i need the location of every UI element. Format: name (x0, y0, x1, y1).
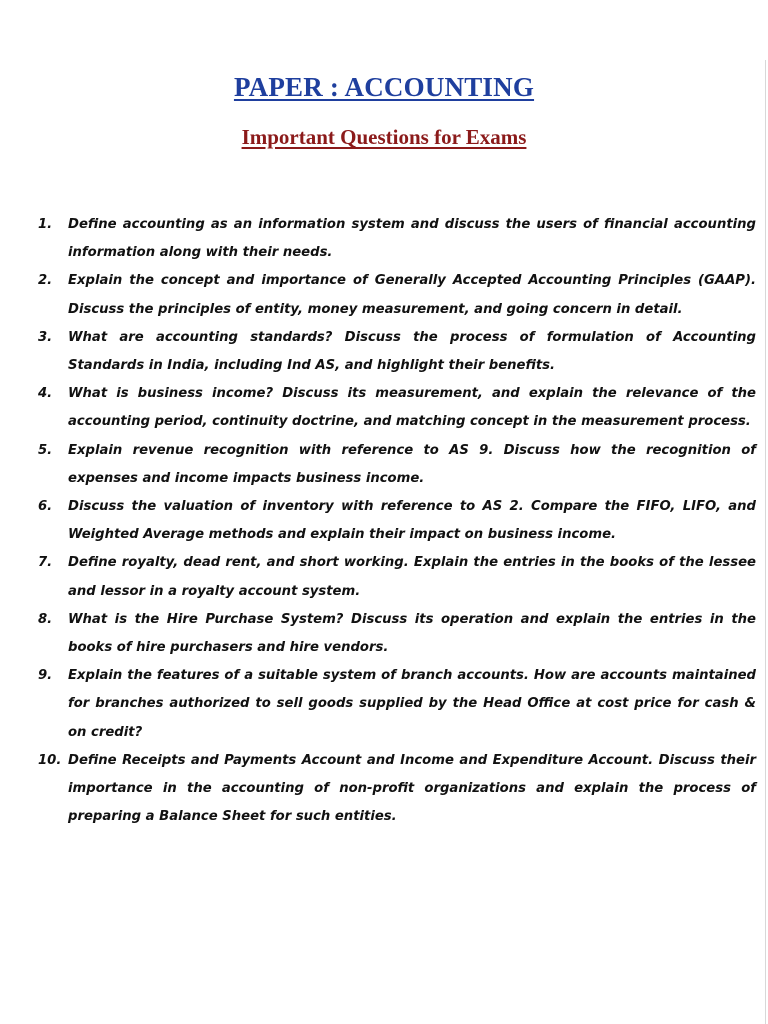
question-number: 8. (38, 611, 53, 627)
question-item (38, 662, 756, 747)
question-number: 4. (38, 386, 53, 402)
question-text: What is the Hire Purchase System? Discuss its operation and explain the entries in the books of hire purchasers and hire vendors. (68, 611, 756, 656)
question-item (38, 324, 756, 380)
question-number: 9. (38, 668, 53, 684)
question-item (38, 606, 756, 662)
question-item (38, 549, 756, 605)
question-number: 2. (38, 273, 53, 289)
question-text: What are accounting standards? Discuss the process of formulation of Accounting Standards in India, including Ind AS, and highlight their benefits. (68, 329, 756, 374)
question-number: 7. (38, 555, 53, 571)
question-item (38, 211, 756, 267)
question-text: Explain the concept and importance of Generally Accepted Accounting Principles (GAAP). Discuss the principles of entity, money measurement, and going concern in detail. (68, 273, 756, 317)
question-item (38, 493, 756, 549)
question-item (38, 380, 756, 436)
question-text: Explain revenue recognition with reference to AS 9. Discuss how the recognition of expenses and income impacts business income. (68, 442, 756, 486)
question-number: 10. (38, 752, 62, 768)
questions-list (38, 211, 756, 831)
question-number: 5. (38, 442, 53, 458)
page-subtitle (0, 125, 768, 150)
page-subtitle-text: Important Questions for Exams (241, 125, 527, 149)
question-number: 1. (38, 217, 53, 232)
question-item (38, 747, 756, 832)
question-text: Explain the features of a suitable system of branch accounts. How are accounts maintained for branches authorized to sell goods supplied by the Head Office at cost price for cash & on credit? (68, 668, 756, 740)
question-text: Define royalty, dead rent, and short working. Explain the entries in the books of the lessee and lessor in a royalty account system. (68, 555, 756, 599)
question-text: What is business income? Discuss its measurement, and explain the relevance of the accounting period, continuity doctrine, and matching concept in the measurement process. (68, 386, 756, 430)
question-number: 3. (38, 329, 53, 345)
question-item (38, 437, 756, 493)
question-item (38, 267, 756, 323)
question-text: Define Receipts and Payments Account and Income and Expenditure Account. Discuss their importance in the accounting of non-profit organizations and explain the process of preparing a Balance Sheet for such entities. (68, 752, 756, 825)
page-edge-divider (765, 60, 766, 1024)
page-title (0, 72, 768, 103)
question-text: Define accounting as an information system and discuss the users of financial accounting information along with their needs. (68, 217, 756, 261)
page-title-text: PAPER : ACCOUNTING (233, 72, 535, 102)
question-text: Discuss the valuation of inventory with reference to AS 2. Compare the FIFO, LIFO, and Weighted Average methods and explain their impact on business income. (68, 499, 756, 543)
question-number: 6. (38, 499, 53, 515)
